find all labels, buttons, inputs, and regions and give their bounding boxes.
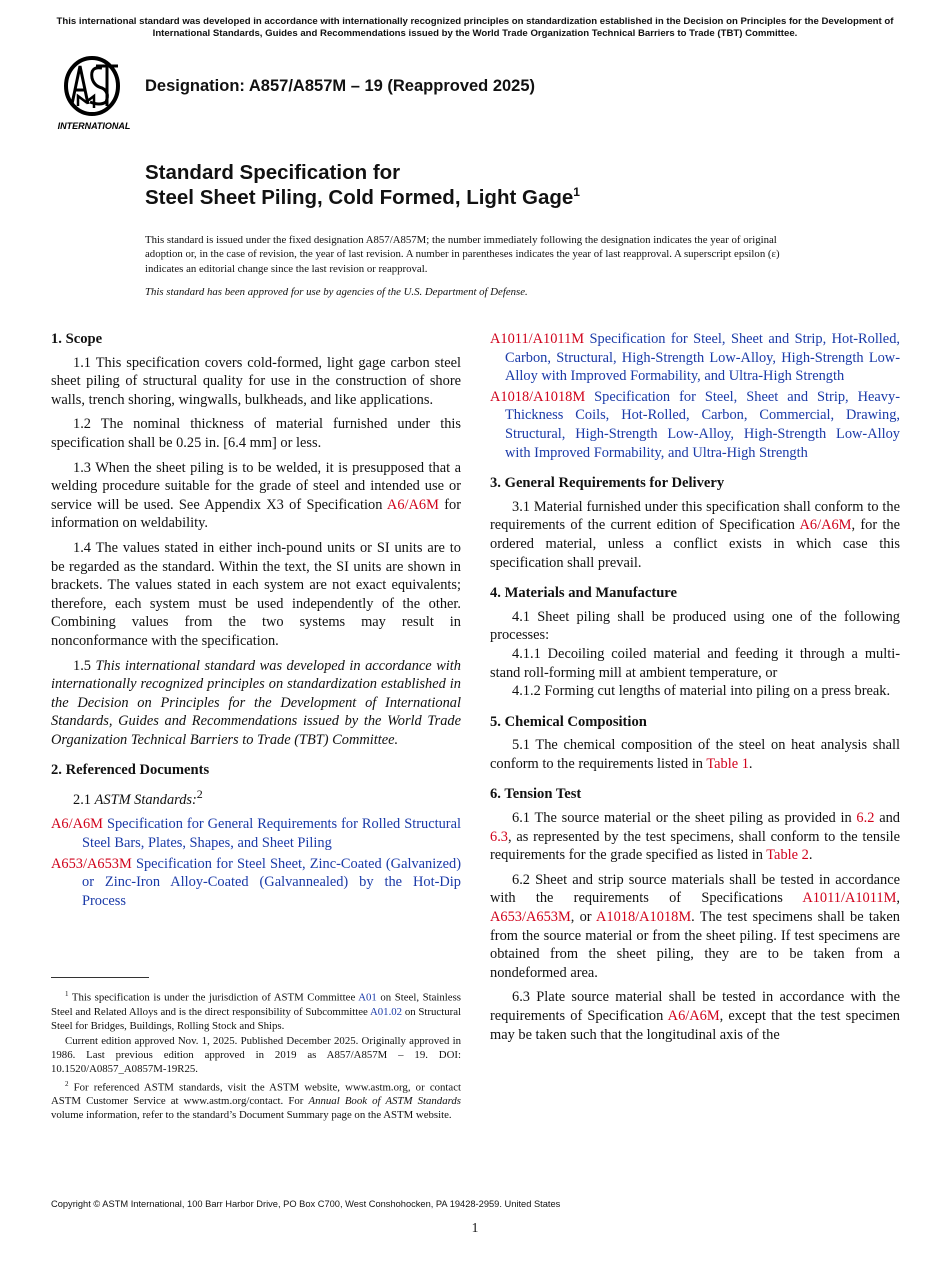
footnote-1-edition: Current edition approved Nov. 1, 2025. Published December 2025. Originally approved in 1986. Last previous edition approved in 2019 as A857/A857M – 19. DOI: 10.1520/A0857_A0857M-19R25. [51, 1034, 461, 1075]
document-title [145, 160, 580, 210]
title-line-1: Standard Specification for [145, 161, 401, 184]
footnote-mark: 2 [196, 787, 203, 802]
footnote-divider [51, 977, 149, 978]
para-6-1 [490, 809, 900, 865]
footnote-text: volume information, refer to the standard’s Document Summary page on the ASTM website. [51, 1109, 452, 1122]
link-a653[interactable]: A653/A653M [490, 909, 571, 926]
designation: Designation: A857/A857M – 19 (Reapproved 2025) [145, 77, 536, 95]
para-text: ASTM Standards: [94, 791, 197, 808]
para-1-4: 1.4 The values stated in either inch-pound units or SI units are to be regarded as the standard. Within the text, the SI units are shown in brackets. The values stated in each system are not exact equivalents; therefore, each system must be used independently of the other. Combining values from the two systems may result in nonconformance with the specification. [51, 539, 461, 649]
section-1-heading: 1. Scope [51, 331, 103, 347]
para-text: , [896, 890, 900, 907]
ref-title: Specification for Steel, Sheet and Strip, Hot-Rolled, Carbon, Structural, High-Strength Low-Alloy, High-Strength Low-Alloy with Improved Formability, and Ultra-High Strength [505, 331, 900, 385]
para-2-1 [51, 785, 461, 809]
footnote-text: on Steel, Stainless Steel and Related Alloys and is the direct responsibility of Subcommittee [51, 991, 461, 1018]
link-table-2[interactable]: Table 2 [766, 847, 809, 864]
para-text: 5.1 The chemical composition of the steel on heat analysis shall conform to the requirements listed in [490, 737, 900, 772]
para-5-1 [490, 736, 900, 773]
ref-title: Specification for Steel, Sheet and Strip, Heavy-Thickness Coils, Hot-Rolled, Carbon, Commercial, Drawing, Structural, High-Strength Low-Alloy, High-Strength Low-Alloy with Improved Formability, and Ultra-High Strength [505, 388, 900, 461]
ref-code-link[interactable]: A653/A653M [51, 855, 132, 872]
footnote-text: For referenced ASTM standards, visit the ASTM website, www.astm.org, or contact ASTM Customer Service at www.astm.org/contact. For [51, 1081, 461, 1108]
link-6-2[interactable]: 6.2 [856, 810, 875, 827]
para-text: 6.3 Plate source material shall be tested in accordance with the requirements of Specification [490, 989, 900, 1024]
link-table-1[interactable]: Table 1 [706, 755, 749, 772]
preamble [145, 233, 810, 299]
para-text: , as represented by the test specimens, shall conform to the tensile requirements for the grade specified as listed in [490, 828, 900, 864]
section-3-heading: 3. General Requirements for Delivery [490, 475, 725, 492]
link-a6[interactable]: A6/A6M [667, 1008, 720, 1024]
section-5-heading: 5. Chemical Composition [490, 713, 647, 730]
link-a01[interactable]: A01 [358, 991, 377, 1004]
footnote-text: Annual Book of ASTM Standards [308, 1095, 461, 1108]
preamble-text: This standard is issued under the fixed designation A857/A857M; the number immediately following the designation indicates the year of original adoption or, in the case of revision, the year of last revision. A number in parentheses indicates the year of last reapproval. A superscript epsilon (ε) indicates an editorial change since the last revision or reapproval. [145, 234, 780, 275]
para-1-1: 1.1 This specification covers cold-formed, light gage carbon steel sheet piling of structural quality for use in the construction of shore walls, trench shoring, wingwalls, bulkheads, and like applications. [51, 354, 461, 408]
ref-code-link[interactable]: A1011/A1011M [490, 331, 585, 347]
para-text: 6.2 Sheet and strip source materials shall be tested in accordance with the requirements of Specifications [490, 871, 900, 907]
ref-title: Specification for General Requirements for Rolled Structural Steel Bars, Plates, Shapes, and Sheet Piling [82, 816, 461, 852]
para-4-1-2: 4.1.2 Forming cut lengths of material into piling on a press break. [512, 683, 891, 700]
link-a01-02[interactable]: A01.02 [369, 1005, 403, 1018]
para-1-2: 1.2 The nominal thickness of material furnished under this specification shall be 0.25 in. [6.4 mm] or less. [51, 416, 461, 451]
title-line-2 [145, 185, 580, 210]
para-text: 1.3 When the sheet piling is to be welded, it is presupposed that a welding procedure suitable for the grade of steel and intended use or service will be used. See Appendix X3 of Specification [51, 459, 461, 513]
link-a6[interactable]: A6/A6M [386, 496, 439, 513]
footnote-text: This specification is under the jurisdiction of ASTM Committee [68, 991, 359, 1004]
link-a1018[interactable]: A1018/A1018M [595, 909, 692, 926]
para-text: for information on weldability. [51, 496, 461, 532]
footnote-mark: 2 [65, 1079, 69, 1088]
para-text: 6.1 The source material or the sheet piling as provided in [512, 810, 857, 827]
right-column [490, 330, 900, 1050]
para-1-5 [51, 657, 461, 750]
link-a1011[interactable]: A1011/A1011M [802, 890, 897, 907]
dod-approval: This standard has been approved for use by agencies of the U.S. Department of Defense. [145, 285, 528, 298]
link-6-3[interactable]: 6.3 [490, 828, 508, 845]
link-a6[interactable]: A6/A6M [799, 517, 852, 534]
ref-item [490, 388, 900, 462]
astm-logo [52, 56, 136, 132]
para-text: , except that the test specimen may be taken such that the longitudinal axis of the [490, 1008, 900, 1043]
copyright: Copyright © ASTM International, 100 Barr Harbor Drive, PO Box C700, West Conshohocken, PA 19428-2959. United States [51, 1199, 561, 1209]
section-4-heading: 4. Materials and Manufacture [490, 585, 677, 602]
para-6-2 [490, 871, 900, 983]
para-text: . The test specimens shall be taken from the source material or from the sheet piling. If test specimens are obtained from the sheet piling, they are to be taken from a nondeformed area. [490, 909, 900, 981]
para-text: , for the ordered material, unless a conflict exists in which case this specification shall prevail. [490, 517, 900, 571]
title-footnote-mark: 1 [573, 185, 580, 200]
para-number: 1.5 [73, 657, 96, 674]
para-text: This international standard was developed in accordance with internationally recognized principles on standardization established in the Decision on Principles for the Development of International Standards, Guides and Recommendations issued by the World Trade Organization Technical Barriers to Trade (TBT) Committee. [51, 657, 461, 748]
title-text: Steel Sheet Piling, Cold Formed, Light Gage [145, 186, 574, 209]
para-3-1 [490, 498, 900, 572]
ref-item [51, 855, 461, 911]
logo-subtext: INTERNATIONAL [57, 121, 131, 131]
para-text: , or [570, 909, 596, 926]
footnote-mark: 1 [65, 990, 69, 998]
ref-item [490, 330, 900, 386]
para-4-1-1: 4.1.1 Decoiling coiled material and feeding it through a multi-stand roll-forming mill at ambient temperature, or [490, 645, 900, 681]
footnote-1 [51, 987, 461, 1033]
para-4-1: 4.1 Sheet piling shall be produced using one of the following processes: [490, 608, 900, 644]
para-text: 3.1 Material furnished under this specification shall conform to the requirements of the current edition of Specification [490, 498, 900, 534]
section-2-heading: 2. Referenced Documents [51, 762, 210, 779]
footnote-2 [51, 1077, 461, 1123]
footnotes [51, 987, 461, 1123]
left-column [51, 330, 461, 912]
ref-item [51, 815, 461, 852]
ref-code-link[interactable]: A6/A6M [51, 816, 103, 833]
para-1-3 [51, 459, 461, 533]
para-number: 2.1 [73, 791, 95, 808]
para-text: . [748, 755, 753, 772]
para-text: and [874, 810, 900, 827]
footnote-text: on Structural Steel for Bridges, Buildings, Rolling Stock and Ships. [51, 1005, 461, 1032]
international-standard-notice: This international standard was developed in accordance with internationally recognized principles on standardization established in the Decision on Principles for the Development of International Standards, Guides and Recommendations issued by the World Trade Organization Technical Barriers to Trade (TBT) Committee. [56, 16, 894, 39]
section-6-heading: 6. Tension Test [490, 786, 582, 803]
para-text: . [808, 847, 813, 864]
para-6-3 [490, 988, 900, 1044]
ref-code-link[interactable]: A1018/A1018M [490, 388, 586, 405]
ref-title: Specification for Steel Sheet, Zinc-Coated (Galvanized) or Zinc-Iron Alloy-Coated (Galvannealed) by the Hot-Dip Process [82, 855, 461, 909]
page-number: 1 [471, 1220, 479, 1235]
